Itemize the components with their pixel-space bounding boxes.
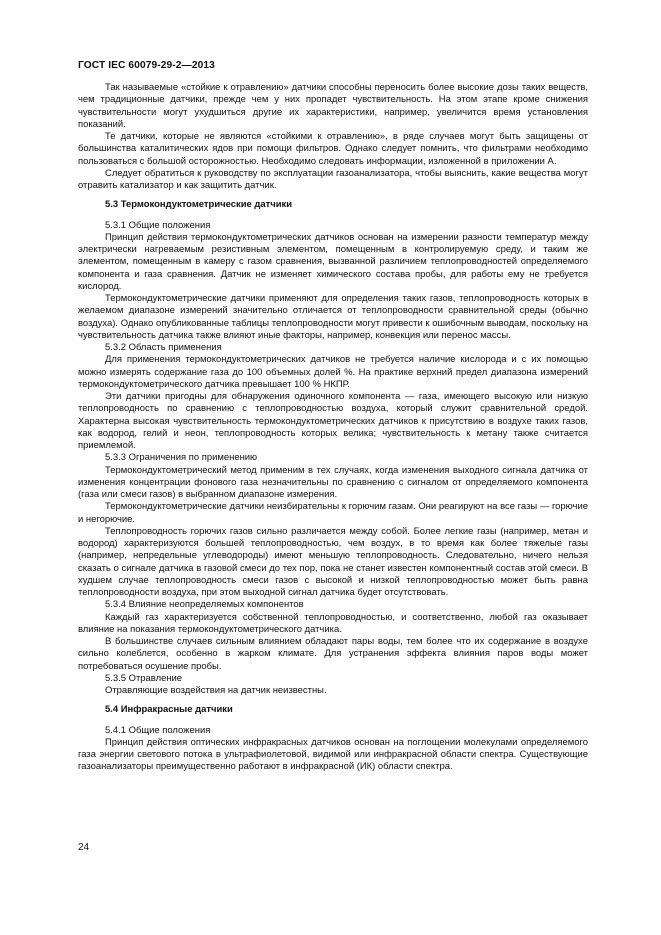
section-heading-5-3: 5.3 Термокондуктометрические датчики	[105, 199, 293, 211]
page-number: 24	[78, 842, 90, 853]
subsection-heading-5-3-4: 5.3.4 Влияние неопределяемых компонентов	[105, 599, 304, 611]
paragraph: Для применения термокондуктометрических датчиков не требуется наличие кислорода и с их помощью можно измерять содержание газа до 100 объемных долей %. На практике верхний предел диапазона измерений термокондуктометрического датчика превышает 100 % НКПР.	[78, 354, 588, 390]
paragraph: Термокондуктометрические датчики неизбирательны к горючим газам. Они реагируют на все газы — горючие и негорючие.	[78, 501, 588, 525]
paragraph: Каждый газ характеризуется собственной теплопроводностью, и соответственно, любой газ оказывает влияние на показания термокондуктометрического датчика.	[78, 611, 588, 635]
paragraph: Принцип действия оптических инфракрасных датчиков основан на поглощении молекулами определяемого газа энергии светового потока в ультрафиолетовой, видимой или инфракрасной области спектра. Существующие газоанализаторы преимущественно работают в инфракрасной (ИК) области спектра.	[78, 736, 588, 773]
paragraph: В большинстве случаев сильным влиянием обладают пары воды, тем более что их содержание в воздухе сильно колеблется, особенно в жарком климате. Для устранения эффекта влияния паров воды может потребоваться осушение пробы.	[78, 636, 588, 672]
paragraph: Принцип действия термокондуктометрических датчиков основан на измерении разности температур между электрически нагреваемым резистивным элементом, помещенным в контролируемую среду, и таким же элементом, помещенным в камеру с газом сравнения, вызванной различием теплопроводностей определяемого компонента и газа сравнения. Датчик не изменяет химического состава пробы, для работы ему не требуется кислород.	[78, 231, 588, 292]
document-header: ГОСТ IEC 60079-29-2—2013	[78, 60, 215, 71]
paragraph: Так называемые «стойкие к отравлению» датчики способны переносить более высокие дозы таких веществ, чем традиционные датчики, прежде чем у них пропадет чувствительность. На этом этапе кроме снижения чувствительности могут ухудшиться другие их характеристики, например, увеличится время установления показаний.	[78, 82, 588, 130]
section-heading-5-4: 5.4 Инфракрасные датчики	[105, 704, 233, 716]
paragraph: Эти датчики пригодны для обнаружения одиночного компонента — газа, имеющего высокую или низкую теплопроводность по сравнению с теплопроводностью воздуха, который служит сравнительной средой. Характерна высокая чувствительность термокондуктометрических датчиков к присутствию в воздухе таких газов, как водород, гелий и неон, теплопроводность которых велика; чувствительность к метану также считается приемлемой.	[78, 391, 588, 451]
subsection-heading-5-4-1: 5.4.1 Общие положения	[105, 724, 211, 736]
subsection-heading-5-3-3: 5.3.3 Ограничения по применению	[105, 452, 258, 464]
paragraph: Термокондуктометрические датчики применяют для определения таких газов, теплопроводность которых в желаемом диапазоне измерений значительно отличается от теплопроводности сравнительной среды (обычно воздуха). Однако опубликованные таблицы теплопроводности могут привести к ошибочным выводам, поскольку на чувствительность датчика также влияют иные факторы, например, конвекция или перенос массы.	[78, 293, 588, 341]
subsection-heading-5-3-1: 5.3.1 Общие положения	[105, 219, 211, 231]
paragraph: Те датчики, которые не являются «стойкими к отравлению», в ряде случаев могут быть защищены от большинства каталитических ядов при помощи фильтров. Однако следует помнить, что фильтрами необходимо пользоваться с большой осторожностью. Необходимо следовать информации, изложенной в приложении А.	[78, 131, 588, 167]
paragraph: Отравляющие воздействия на датчик неизвестны.	[105, 685, 327, 696]
paragraph: Теплопроводность горючих газов сильно различается между собой. Более легкие газы (например, метан и водород) характеризуются большей теплопроводностью, чем воздух, в то время как более тяжелые газы (например, непредельные углеводороды) имеют меньшую теплопроводность. Следовательно, ничего нельзя сказать о сигнале датчика в газовой смеси до тех пор, пока не станет известен компонентный состав этой смеси. В худшем случае теплопроводность смеси газов с высокой и низкой теплопроводностью может быть равна теплопроводности воздуха, при этом выходной сигнал датчика будет отсутствовать.	[78, 525, 588, 598]
subsection-heading-5-3-2: 5.3.2 Область применения	[105, 342, 222, 353]
paragraph: Термокондуктометрический метод применим в тех случаях, когда изменения выходного сигнала датчика от изменения концентрации фонового газа незначительны по сравнению с сигналом от определяемого компонента (газа или смеси газов) в выбранном диапазоне измерения.	[78, 464, 588, 500]
subsection-heading-5-3-5: 5.3.5 Отравление	[105, 672, 183, 684]
document-body	[78, 82, 588, 774]
paragraph: Следует обратиться к руководству по эксплуатации газоанализатора, чтобы выяснить, какие вещества могут отравить катализатор и как защитить датчик.	[78, 167, 588, 191]
